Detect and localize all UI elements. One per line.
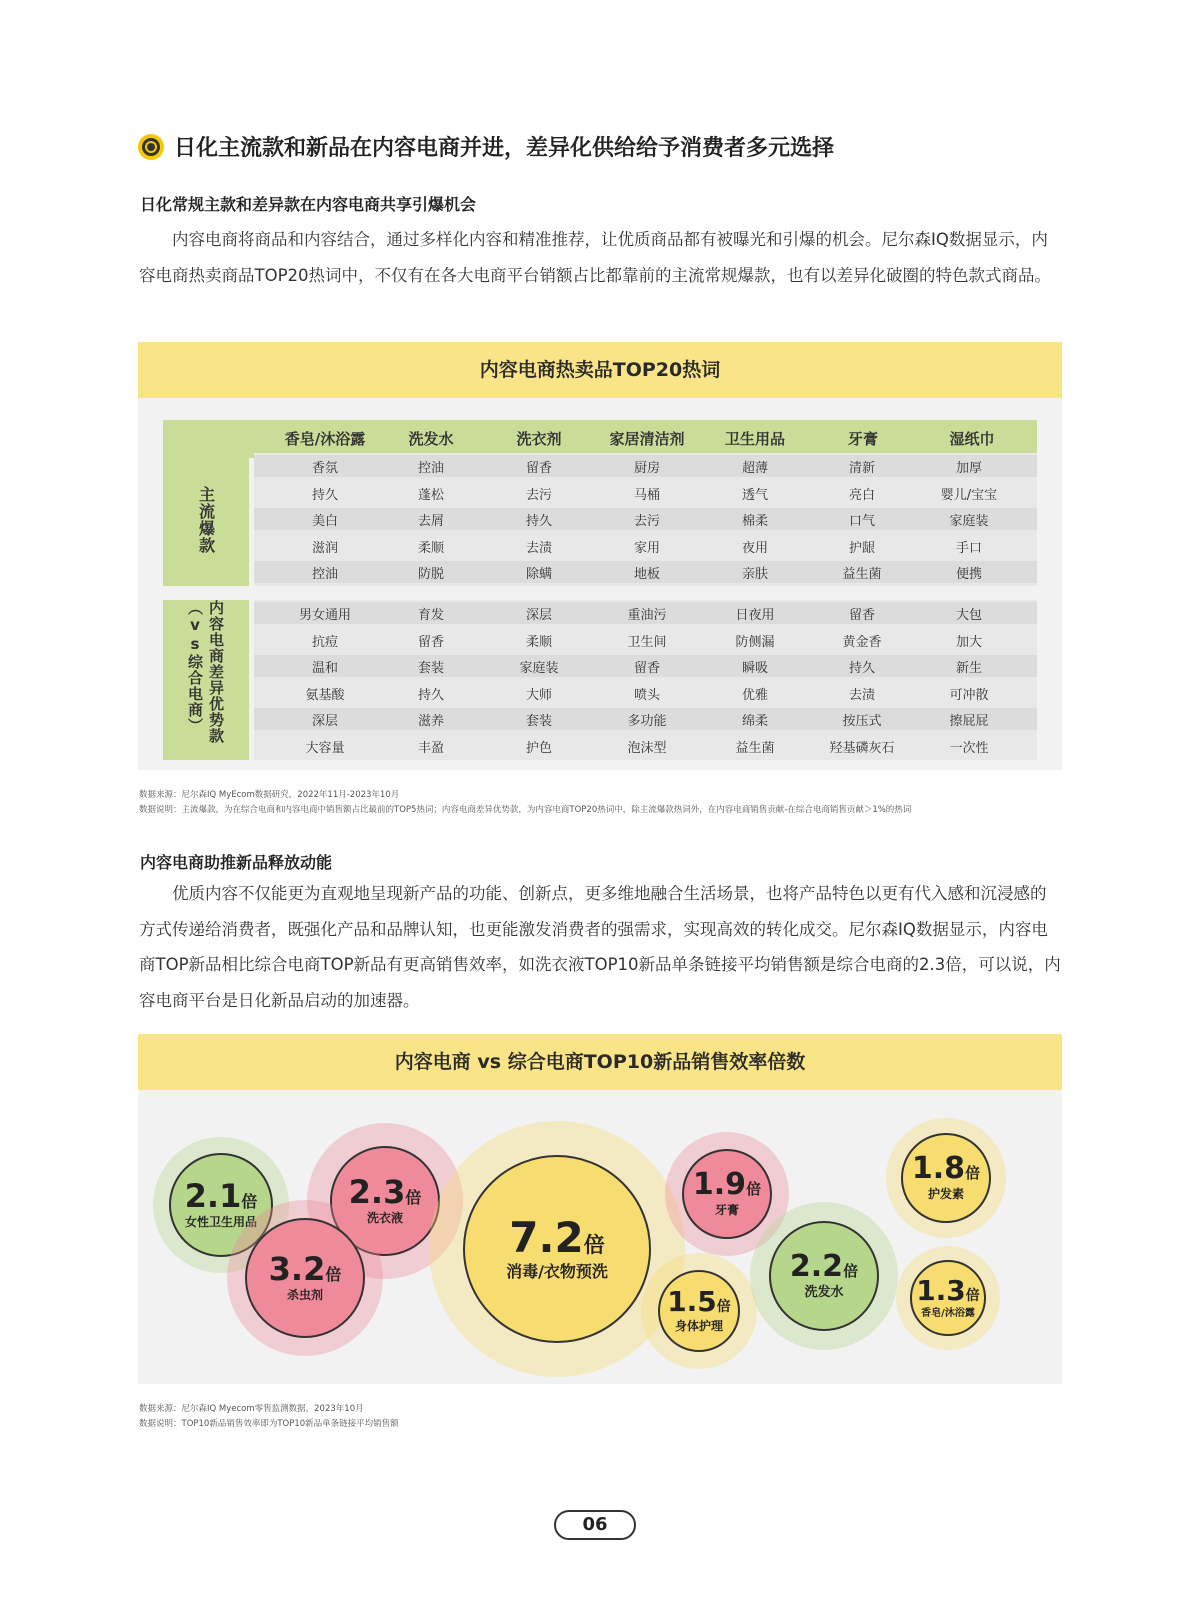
table-cell: 益生菌 bbox=[735, 741, 775, 756]
table-cell: 套装 bbox=[525, 714, 552, 730]
bubble-value: 1.8倍 bbox=[911, 1151, 981, 1187]
table-cell: 按压式 bbox=[842, 714, 882, 730]
table-cell: 瞬吸 bbox=[741, 661, 768, 677]
table-cell: 去污 bbox=[525, 487, 552, 503]
table-cell: 亲肤 bbox=[741, 567, 768, 583]
table-cell: 亮白 bbox=[848, 487, 875, 503]
table-cell: 护色 bbox=[525, 741, 552, 756]
table-cell: 香氛 bbox=[311, 461, 338, 476]
table-cell: 黄金香 bbox=[842, 634, 882, 650]
page-number: 06 bbox=[554, 1510, 636, 1540]
table-cell: 男女通用 bbox=[298, 608, 351, 623]
table-cell: 喷头 bbox=[633, 687, 660, 703]
bubble-core bbox=[910, 1260, 986, 1336]
bubble-label: 杀虫剂 bbox=[286, 1288, 323, 1303]
table-cell: 持久 bbox=[848, 661, 875, 677]
column-header: 家居清洁剂 bbox=[609, 430, 685, 448]
table-cell: 蓬松 bbox=[417, 487, 444, 503]
column-header: 洗发水 bbox=[408, 430, 454, 448]
bubble-value: 1.9倍 bbox=[692, 1167, 762, 1203]
bubble-core bbox=[658, 1270, 740, 1352]
table-cell: 控油 bbox=[417, 461, 444, 476]
table-cell: 家庭装 bbox=[519, 661, 559, 677]
table-cell: 除螨 bbox=[525, 567, 552, 583]
table-cell: 持久 bbox=[525, 514, 552, 530]
table-cell: 滋润 bbox=[311, 540, 338, 556]
group-label-mainstream: 主流爆款 bbox=[163, 453, 249, 586]
column-header: 香皂/沐浴露 bbox=[284, 430, 366, 448]
table-cell: 透气 bbox=[741, 487, 768, 503]
table-cell: 滋养 bbox=[417, 714, 444, 730]
table-cell: 加厚 bbox=[955, 461, 982, 476]
bubble-core bbox=[769, 1221, 879, 1331]
chart-note-source: 数据来源：尼尔森IQ Myecom零售监测数据，2023年10月 bbox=[139, 1404, 364, 1414]
part2-paragraph: 优质内容不仅能更为直观地呈现新产品的功能、创新点，更多维地融合生活场景，也将产品特色以更有代入感和沉浸感的方式传递给消费者，既强化产品和品牌认知，也更能激发消费者的强需求，实现高效的转化成交。尼尔森IQ数据显示，内容电商TOP新品相比综合电商TOP新品有更高销售效率，如洗衣液TOP10新品单条链接平均销售额是综合电商的2.3倍，可以说，内容电商平台是日化新品启动的加速器。 bbox=[139, 884, 1061, 1010]
table-cell: 日夜用 bbox=[735, 608, 775, 623]
bubble-core bbox=[901, 1133, 991, 1223]
table-cell: 深层 bbox=[311, 714, 338, 730]
table-cell: 柔顺 bbox=[525, 634, 552, 650]
table-cell: 新生 bbox=[955, 661, 982, 677]
table-cell: 去渍 bbox=[848, 687, 875, 703]
table-cell: 留香 bbox=[848, 608, 875, 623]
table-cell: 擦屁屁 bbox=[949, 714, 989, 730]
section-icon bbox=[138, 134, 164, 160]
table-cell: 棉柔 bbox=[741, 514, 768, 530]
bubble-core bbox=[463, 1155, 651, 1343]
table-cell: 一次性 bbox=[949, 741, 989, 756]
table-cell: 婴儿/宝宝 bbox=[940, 487, 998, 503]
table-cell: 防侧漏 bbox=[735, 634, 775, 650]
table-title: 内容电商热卖品TOP20热词 bbox=[138, 342, 1062, 398]
bubble-value: 2.1倍 bbox=[184, 1177, 258, 1216]
table-cell: 马桶 bbox=[633, 487, 660, 503]
table-cell: 育发 bbox=[417, 608, 444, 623]
table-cell: 泡沫型 bbox=[627, 741, 667, 756]
bubble-label: 香皂/沐浴露 bbox=[921, 1307, 975, 1319]
part1-subtitle: 日化常规主款和差异款在内容电商共享引爆机会 bbox=[140, 195, 477, 214]
bubble-value: 3.2倍 bbox=[268, 1250, 342, 1289]
table-cell: 清新 bbox=[848, 461, 875, 476]
table-cell: 家庭装 bbox=[949, 514, 989, 530]
column-header: 湿纸巾 bbox=[949, 430, 995, 448]
table-cell: 留香 bbox=[417, 634, 444, 650]
table-cell: 超薄 bbox=[741, 461, 768, 476]
bubble-label: 洗衣液 bbox=[366, 1211, 403, 1226]
table-cell: 温和 bbox=[311, 661, 338, 677]
bubble-chart-title: 内容电商 vs 综合电商TOP10新品销售效率倍数 bbox=[138, 1034, 1062, 1090]
section-title: 日化主流款和新品在内容电商并进，差异化供给给予消费者多元选择 bbox=[174, 136, 835, 161]
table-cell: 护龈 bbox=[848, 540, 875, 556]
table-cell: 家用 bbox=[633, 540, 660, 556]
bubble-value: 1.3倍 bbox=[916, 1273, 980, 1307]
table-cell: 可冲散 bbox=[949, 687, 989, 703]
table-cell: 羟基磷灰石 bbox=[829, 741, 895, 756]
table-cell: 深层 bbox=[525, 608, 552, 623]
table-cell: 手口 bbox=[955, 540, 982, 556]
part2-subtitle: 内容电商助推新品释放动能 bbox=[140, 853, 333, 872]
table-cell: 卫生间 bbox=[627, 634, 667, 650]
table-cell: 防脱 bbox=[417, 567, 444, 583]
table-cell: 抗痘 bbox=[311, 634, 338, 650]
bubble-chart-panel bbox=[138, 1090, 1062, 1384]
table-cell: 丰盈 bbox=[417, 741, 444, 756]
table-cell: 柔顺 bbox=[417, 540, 444, 556]
group-body-differentiated bbox=[254, 600, 1037, 760]
table-cell: 绵柔 bbox=[741, 714, 768, 730]
table-cell: 地板 bbox=[633, 567, 660, 583]
table-cell: 夜用 bbox=[741, 540, 768, 556]
table-cell: 留香 bbox=[633, 661, 660, 677]
table-cell: 大师 bbox=[525, 687, 552, 703]
table-cell: 大包 bbox=[955, 608, 982, 623]
table-note-desc: 数据说明：主流爆款，为在综合电商和内容电商中销售额占比最前的TOP5热词；内容电商差异优势款，为内容电商TOP20热词中，除主流爆款热词外，在内容电商销售贡献-在综合电商销售贡献＞1%的热词 bbox=[139, 805, 912, 815]
table-cell: 持久 bbox=[417, 687, 444, 703]
table-cell: 套装 bbox=[417, 661, 444, 677]
table-cell: 便携 bbox=[955, 567, 982, 583]
column-header: 卫生用品 bbox=[724, 430, 785, 448]
bubble-label: 护发素 bbox=[927, 1187, 964, 1202]
bubble-label: 消毒/衣物预洗 bbox=[506, 1261, 608, 1281]
bubble-value: 7.2倍 bbox=[509, 1212, 605, 1262]
table-cell: 去屑 bbox=[417, 514, 444, 530]
bubble-label: 洗发水 bbox=[804, 1284, 844, 1300]
bubble-value: 2.2倍 bbox=[789, 1248, 859, 1284]
bubble-value: 1.5倍 bbox=[667, 1285, 731, 1319]
table-cell: 益生菌 bbox=[842, 567, 882, 583]
part1-paragraph: 内容电商将商品和内容结合，通过多样化内容和精准推荐，让优质商品都有被曝光和引爆的机会。尼尔森IQ数据显示，内容电商热卖商品TOP20热词中，不仅有在各大电商平台销额占比都靠前的主流常规爆款，也有以差异化破圈的特色款式商品。 bbox=[139, 230, 1052, 285]
table-cell: 重油污 bbox=[627, 608, 667, 623]
bubble-value: 2.3倍 bbox=[348, 1173, 422, 1212]
table-cell: 多功能 bbox=[627, 714, 667, 730]
table-cell: 控油 bbox=[311, 567, 338, 583]
table-cell: 持久 bbox=[311, 487, 338, 503]
bubble-core bbox=[682, 1149, 772, 1239]
table-cell: 美白 bbox=[311, 514, 338, 530]
table-cell: 氨基酸 bbox=[305, 687, 345, 703]
table-cell: 大容量 bbox=[305, 741, 345, 756]
table-cell: 厨房 bbox=[633, 461, 660, 476]
table-cell: 去渍 bbox=[525, 540, 552, 556]
table-cell: 口气 bbox=[848, 514, 875, 530]
table-cell: 加大 bbox=[955, 634, 982, 650]
bubble-core bbox=[245, 1218, 365, 1338]
table-cell: 留香 bbox=[525, 461, 552, 476]
bubble-label: 女性卫生用品 bbox=[184, 1215, 257, 1230]
bubble-label: 身体护理 bbox=[674, 1319, 723, 1334]
table-cell: 优雅 bbox=[741, 687, 768, 703]
table-note-source: 数据来源：尼尔森IQ MyEcom数据研究，2022年11月-2023年10月 bbox=[139, 790, 400, 800]
column-header: 牙膏 bbox=[847, 430, 878, 448]
group-label-differentiated: 内容电商差异优势款（vs综合电商） bbox=[163, 600, 249, 760]
bubble-label: 牙膏 bbox=[714, 1203, 739, 1218]
table-cell: 去污 bbox=[633, 514, 660, 530]
column-header: 洗衣剂 bbox=[516, 430, 562, 448]
chart-note-desc: 数据说明：TOP10新品销售效率即为TOP10新品单条链接平均销售额 bbox=[139, 1419, 399, 1429]
